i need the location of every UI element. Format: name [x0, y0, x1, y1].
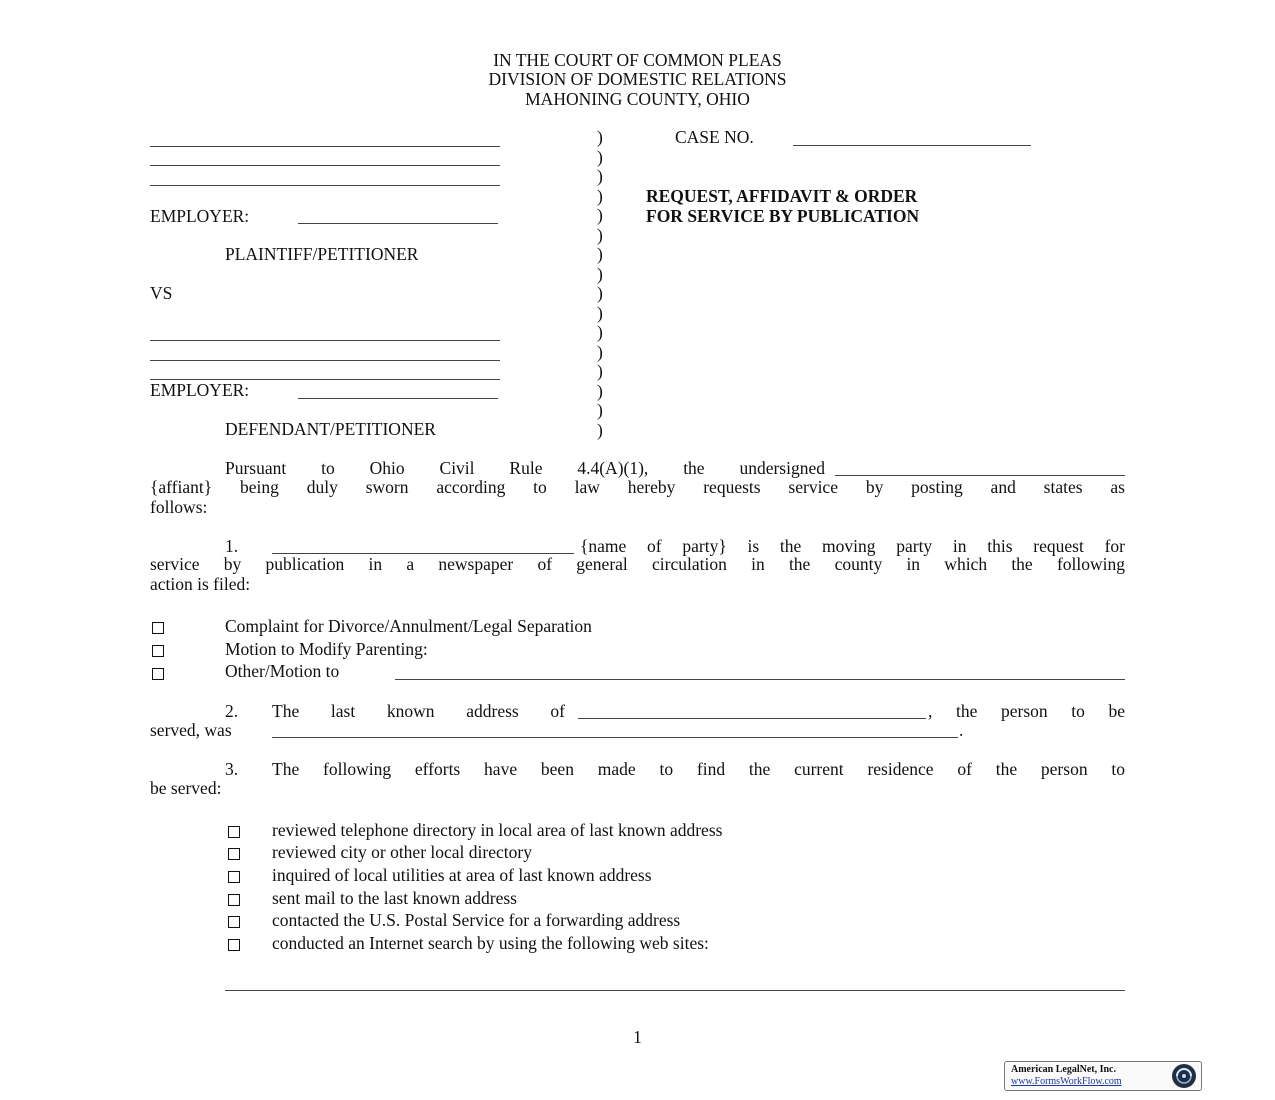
plaintiff-employer-field[interactable] [298, 223, 498, 224]
case-no-field[interactable] [793, 145, 1031, 146]
intro-text-a: Pursuant to Ohio Civil Rule 4.4(A)(1), the undersigned [225, 458, 825, 478]
effort-option[interactable] [228, 934, 240, 954]
action-option[interactable] [152, 617, 164, 637]
caption-paren: ) [597, 264, 603, 284]
intro-text-c: follows: [150, 497, 208, 517]
last-known-address-party-field[interactable] [578, 718, 926, 719]
checkbox[interactable] [228, 826, 240, 838]
caption-paren: ) [597, 244, 603, 264]
effort-option[interactable] [228, 911, 240, 931]
caption-paren: ) [597, 361, 603, 381]
caption-paren: ) [597, 420, 603, 440]
effort-label: sent mail to the last known address [272, 888, 517, 908]
caption-paren: ) [597, 147, 603, 167]
item2-text-c: served, was [150, 720, 232, 740]
effort-label: reviewed telephone directory in local area of last known address [272, 820, 723, 840]
caption-paren: ) [597, 166, 603, 186]
item1-text-c: action is filed: [150, 574, 251, 594]
action-option-label: Other/Motion to [225, 661, 340, 681]
checkbox[interactable] [228, 848, 240, 860]
web-sites-field[interactable] [225, 990, 1125, 991]
item3-text-a: The following efforts have been made to find the current residence of the person to [272, 759, 1125, 779]
effort-label: reviewed city or other local directory [272, 842, 532, 862]
caption-paren: ) [597, 381, 603, 401]
item3-number: 3. [225, 759, 239, 779]
document-title-line-1: REQUEST, AFFIDAVIT & ORDER [646, 186, 918, 206]
other-motion-field[interactable] [395, 679, 1125, 680]
page-number: 1 [633, 1027, 642, 1047]
court-division: DIVISION OF DOMESTIC RELATIONS [488, 69, 787, 89]
logo-url-link[interactable]: www.FormsWorkFlow.com [1011, 1076, 1122, 1087]
checkbox[interactable] [228, 871, 240, 883]
defendant-label: DEFENDANT/PETITIONER [225, 419, 436, 439]
effort-option[interactable] [228, 843, 240, 863]
action-option-label: Motion to Modify Parenting: [225, 639, 428, 659]
caption-paren: ) [597, 400, 603, 420]
item2-text-d: . [959, 720, 964, 740]
defendant-employer-label: EMPLOYER: [150, 380, 250, 400]
checkbox[interactable] [152, 622, 164, 634]
defendant-name-line-1[interactable] [150, 340, 500, 341]
item1-text-a: {name of party} is the moving party in this request for [580, 536, 1125, 556]
affiant-name-field[interactable] [835, 475, 1125, 476]
caption-paren: ) [597, 225, 603, 245]
plaintiff-name-line-3[interactable] [150, 185, 500, 186]
effort-label: conducted an Internet search by using the following web sites: [272, 933, 709, 953]
caption-paren: ) [597, 303, 603, 323]
action-option[interactable] [152, 640, 164, 660]
action-option[interactable] [152, 663, 164, 683]
publisher-logo [1004, 1061, 1202, 1091]
item2-text-b: , the person to be [928, 701, 1125, 721]
vs-label: VS [150, 283, 173, 303]
case-no-label: CASE NO. [675, 127, 754, 147]
defendant-name-line-2[interactable] [150, 360, 500, 361]
checkbox[interactable] [228, 894, 240, 906]
checkbox[interactable] [228, 916, 240, 928]
caption-paren: ) [597, 205, 603, 225]
item2-text-a: The last known address of [272, 701, 565, 721]
effort-label: contacted the U.S. Postal Service for a forwarding address [272, 910, 681, 930]
defendant-employer-field[interactable] [298, 398, 498, 399]
plaintiff-employer-label: EMPLOYER: [150, 206, 250, 226]
plaintiff-name-line-2[interactable] [150, 165, 500, 166]
effort-label: inquired of local utilities at area of last known address [272, 865, 652, 885]
intro-text-b: {affiant} being duly sworn according to law hereby requests service by posting and states as [150, 477, 1125, 497]
caption-paren: ) [597, 342, 603, 362]
item1-text-b: service by publication in a newspaper of general circulation in the county in which the following [150, 554, 1125, 574]
logo-company-name: American LegalNet, Inc. [1011, 1064, 1116, 1075]
court-name: IN THE COURT OF COMMON PLEAS [493, 50, 782, 70]
checkbox[interactable] [228, 939, 240, 951]
plaintiff-label: PLAINTIFF/PETITIONER [225, 244, 419, 264]
last-known-address-field[interactable] [272, 737, 958, 738]
effort-option[interactable] [228, 821, 240, 841]
caption-paren: ) [597, 127, 603, 147]
plaintiff-name-line-1[interactable] [150, 146, 500, 147]
item2-number: 2. [225, 701, 239, 721]
item3-text-b: be served: [150, 778, 222, 798]
globe-icon [1171, 1063, 1197, 1089]
checkbox[interactable] [152, 645, 164, 657]
caption-paren: ) [597, 322, 603, 342]
court-county: MAHONING COUNTY, OHIO [525, 89, 750, 109]
caption-paren: ) [597, 283, 603, 303]
effort-option[interactable] [228, 866, 240, 886]
item1-number: 1. [225, 536, 239, 556]
caption-paren: ) [597, 186, 603, 206]
effort-option[interactable] [228, 889, 240, 909]
checkbox[interactable] [152, 668, 164, 680]
action-option-label: Complaint for Divorce/Annulment/Legal Separation [225, 616, 592, 636]
document-title-line-2: FOR SERVICE BY PUBLICATION [646, 206, 920, 226]
